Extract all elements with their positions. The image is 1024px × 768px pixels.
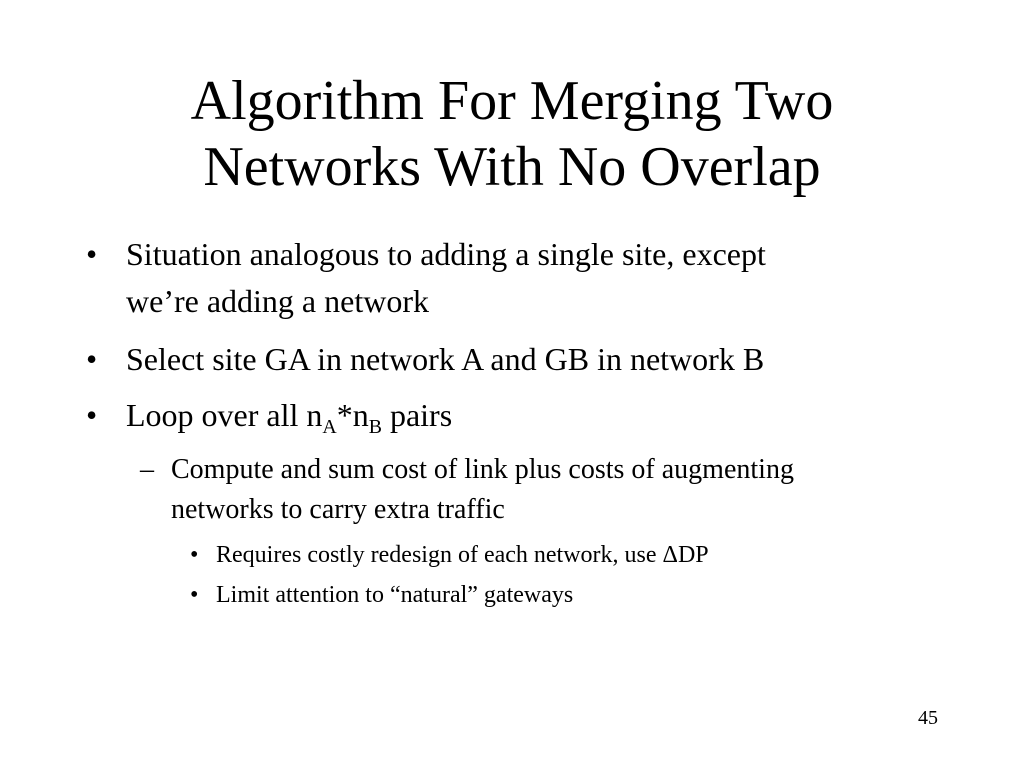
bullet-text-line-2: we’re adding a network (126, 283, 429, 319)
bullet-marker: • (86, 236, 98, 272)
sub-bullet-text-line-1: Compute and sum cost of link plus costs of augmenting (171, 454, 794, 485)
loop-suffix: pairs (381, 397, 453, 433)
bullet-marker: • (190, 542, 199, 568)
sub-sub-bullet-text: Requires costly redesign of each network, use ΔDP (216, 542, 709, 568)
slide-number: 45 (918, 707, 938, 729)
bullet-text (126, 393, 946, 437)
bullet-text: Select site GA in network A and GB in network B (126, 341, 765, 377)
loop-mid: *n (336, 397, 369, 433)
sub-sub-bullet-text: Limit attention to “natural” gateways (216, 582, 574, 608)
loop-prefix: Loop over all n (126, 397, 323, 433)
dash-marker: – (140, 454, 154, 485)
sub-bullet-text-line-2: networks to carry extra traffic (171, 494, 505, 525)
bullet-marker: • (86, 341, 98, 377)
title-line-2: Networks With No Overlap (203, 136, 821, 198)
subscript-a: A (322, 415, 337, 438)
subscript-b: B (368, 415, 382, 438)
bullet-text-line-1: Situation analogous to adding a single site, except (126, 236, 766, 272)
bullet-marker: • (86, 397, 98, 433)
title-line-1: Algorithm For Merging Two (190, 70, 834, 132)
bullet-marker: • (190, 582, 199, 608)
